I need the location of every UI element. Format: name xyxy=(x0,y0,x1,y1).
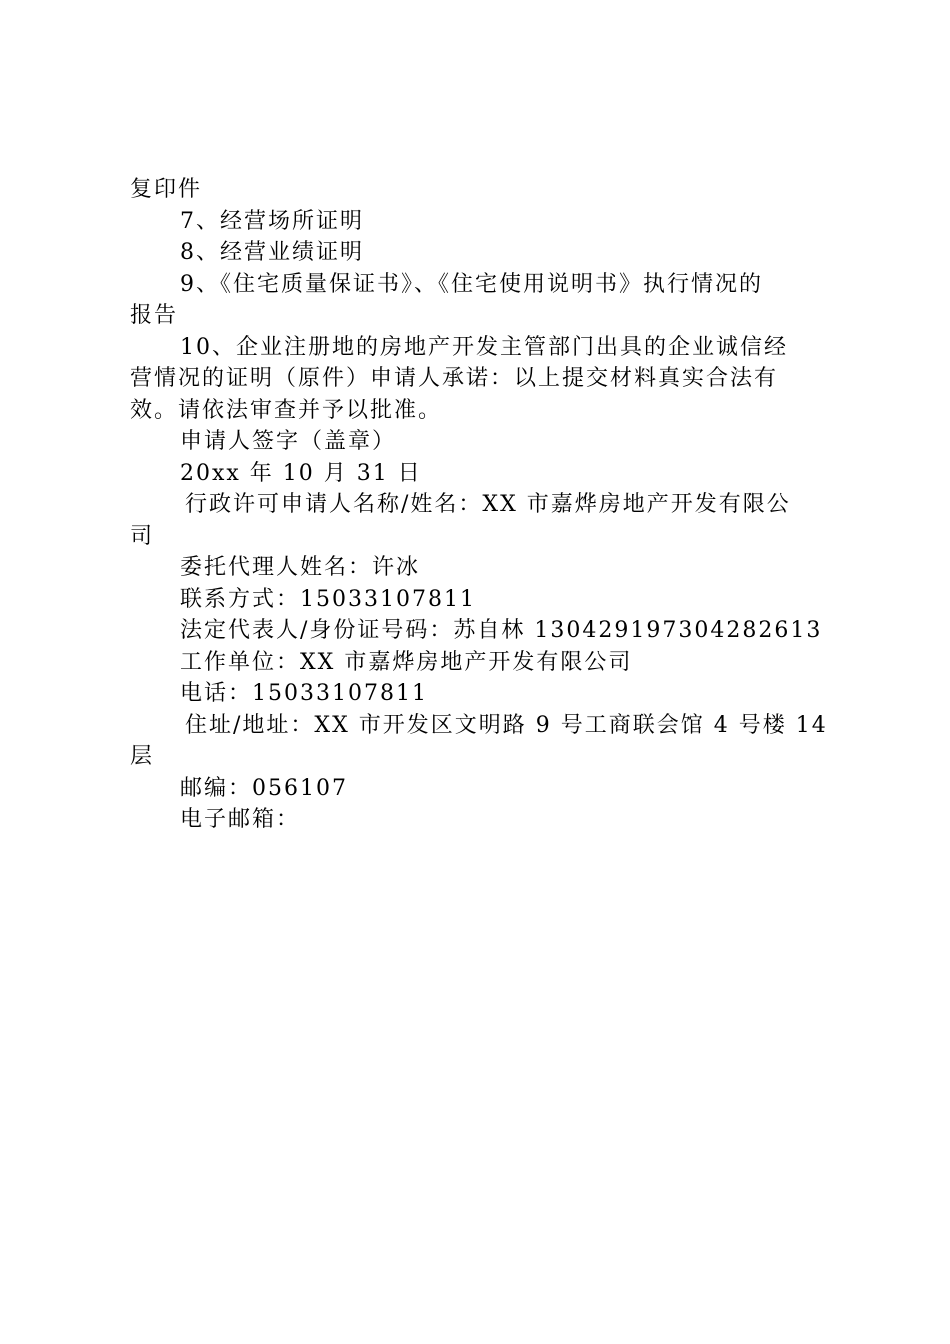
phone: 电话：15033107811 xyxy=(180,681,428,706)
text-line: 层 xyxy=(130,744,155,769)
document-body xyxy=(130,174,830,836)
address: 住址/地址：XX 市开发区文明路 9 号工商联会馆 4 号楼 14 xyxy=(185,712,828,738)
postcode: 邮编：056107 xyxy=(180,775,348,801)
work-unit: 工作单位：XX 市嘉烨房地产开发有限公司 xyxy=(180,649,633,675)
text-line: 报告 xyxy=(130,303,179,328)
legal-representative: 法定代表人/身份证号码：苏自林 130429197304282613 xyxy=(180,618,823,643)
list-item-9: 9、《住宅质量保证书》、《住宅使用说明书》执行情况的 xyxy=(180,271,763,297)
list-item-8: 8、经营业绩证明 xyxy=(180,240,364,265)
agent-name: 委托代理人姓名：许冰 xyxy=(180,555,421,580)
text-line: 复印件 xyxy=(130,177,203,202)
text-line: 效。请依法审查并予以批准。 xyxy=(130,397,443,423)
text-line: 营情况的证明（原件）申请人承诺：以上提交材料真实合法有 xyxy=(130,366,779,391)
date-line: 20xx 年 10 月 31 日 xyxy=(180,460,422,486)
email: 电子邮箱： xyxy=(180,807,301,832)
applicant-name: 行政许可申请人名称/姓名：XX 市嘉烨房地产开发有限公 xyxy=(185,492,791,517)
text-line: 司 xyxy=(130,523,155,549)
signature-label: 申请人签字（盖章） xyxy=(180,429,397,454)
contact-info: 联系方式：15033107811 xyxy=(180,586,476,612)
list-item-7: 7、经营场所证明 xyxy=(180,208,364,234)
list-item-10: 10、企业注册地的房地产开发主管部门出具的企业诚信经 xyxy=(180,334,788,360)
